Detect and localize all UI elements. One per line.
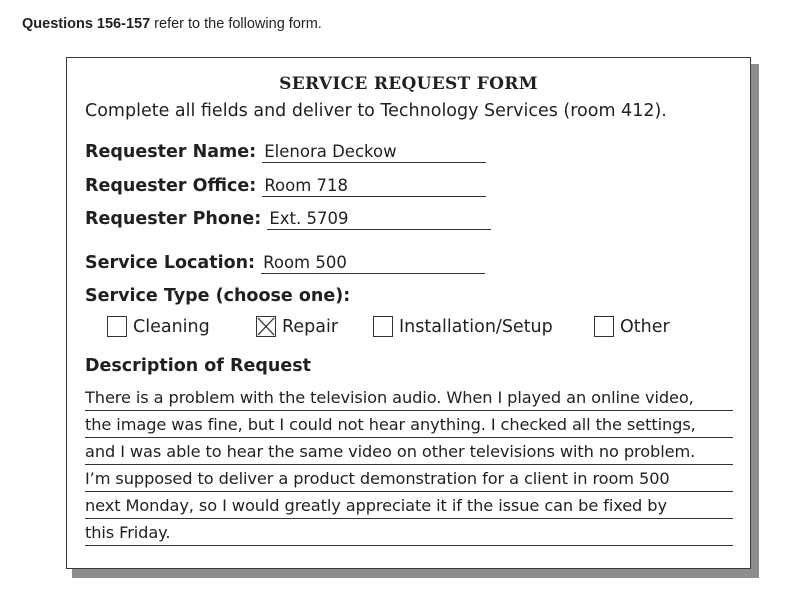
description-line: and I was able to hear the same video on other televisions with no problem. — [85, 440, 733, 465]
service-location-value: Room 500 — [261, 253, 485, 274]
requester-phone-label: Requester Phone: — [85, 209, 262, 229]
form-instructions: Complete all fields and deliver to Technology Services (room 412). — [85, 101, 667, 121]
service-request-form — [66, 57, 751, 569]
description-label: Description of Request — [85, 356, 311, 376]
option-other-label: Other — [620, 316, 670, 337]
requester-office-row — [85, 176, 486, 197]
option-installation[interactable] — [373, 316, 553, 337]
requester-name-value: Elenora Deckow — [262, 142, 486, 163]
option-cleaning[interactable] — [107, 316, 210, 337]
intro-text — [22, 16, 322, 32]
checkbox-installation[interactable] — [373, 316, 393, 337]
description-line: next Monday, so I would greatly appreciate it if the issue can be fixed by — [85, 494, 733, 519]
option-repair-label: Repair — [282, 316, 339, 337]
service-type-label: Service Type (choose one): — [85, 286, 351, 306]
option-other[interactable] — [594, 316, 670, 337]
intro-rest: refer to the following form. — [150, 16, 322, 32]
checkbox-repair[interactable] — [256, 316, 276, 337]
description-line: this Friday. — [85, 521, 733, 546]
service-location-row — [85, 253, 485, 274]
checkbox-other[interactable] — [594, 316, 614, 337]
requester-phone-row — [85, 209, 491, 230]
form-title: SERVICE REQUEST FORM — [279, 74, 538, 94]
requester-name-label: Requester Name: — [85, 142, 257, 162]
requester-phone-value: Ext. 5709 — [267, 209, 491, 230]
description-line: the image was fine, but I could not hear anything. I checked all the settings, — [85, 413, 733, 438]
requester-office-label: Requester Office: — [85, 176, 257, 196]
service-location-label: Service Location: — [85, 253, 256, 273]
option-cleaning-label: Cleaning — [133, 316, 210, 337]
option-repair[interactable] — [256, 316, 338, 337]
checkbox-cleaning[interactable] — [107, 316, 127, 337]
option-installation-label: Installation/Setup — [399, 316, 553, 337]
description-line: There is a problem with the television audio. When I played an online video, — [85, 386, 733, 411]
requester-office-value: Room 718 — [262, 176, 486, 197]
check-x-icon — [257, 317, 275, 336]
intro-questions: Questions 156-157 — [22, 16, 151, 32]
description-line: I’m supposed to deliver a product demonstration for a client in room 500 — [85, 467, 733, 492]
requester-name-row — [85, 142, 486, 163]
